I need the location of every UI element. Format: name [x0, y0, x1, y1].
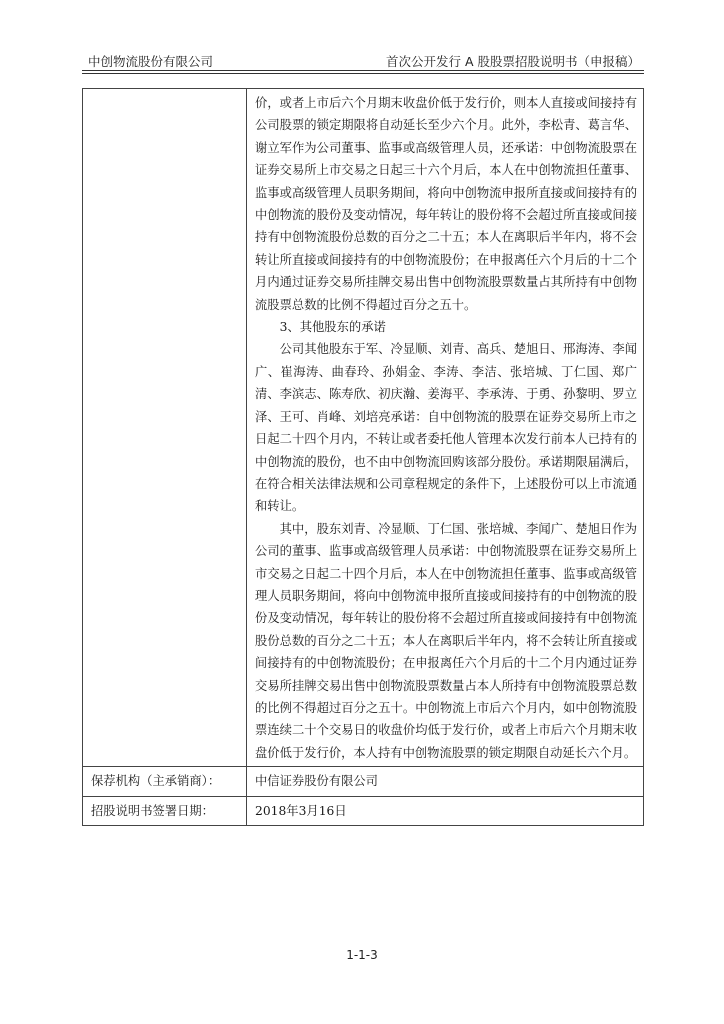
- page-header: [82, 48, 644, 70]
- page-number: 1-1-3: [346, 948, 378, 962]
- empty-label-cell: [83, 89, 247, 767]
- signing-date-value: 2018年3月16日: [247, 796, 644, 825]
- section-heading: 3、其他股东的承诺: [279, 320, 386, 335]
- header-rule: [82, 70, 644, 71]
- signing-date-row: [83, 796, 644, 825]
- commitment-text-cell: [247, 89, 644, 767]
- document-title: 首次公开发行 A 股股票招股说明书（申报稿）: [386, 54, 640, 69]
- commitment-paragraph: 公司其他股东于军、冷显顺、刘青、高兵、楚旭日、邢海涛、李闻广、崔海涛、曲春玲、孙娟金、李涛、李洁、张培城、丁仁国、郑广清、李滨志、陈寿欣、初庆瀚、姜海平、李承涛、于勇、孙黎明、罗立泽、王可、肖峰、刘培亮承诺：自中创物流的股票在证券交易所上市之日起二十四个月内，不转让或者委托他人管理本次发行前本人已持有的中创物流的股份，也不由中创物流回购该部分股份。承诺期限届满后，在符合相关法律法规和公司章程规定的条件下，上述股份可以上市流通和转让。: [255, 342, 637, 514]
- commitment-paragraph: 价，或者上市后六个月期末收盘价低于发行价，则本人直接或间接持有公司股票的锁定期限将自动延长至少六个月。此外，李松青、葛言华、谢立军作为公司董事、监事或高级管理人员，还承诺：中创物流股票在证券交易所上市交易之日起三十六个月后，本人在中创物流担任董事、监事或高级管理人员职务期间，将向中创物流申报所直接或间接持有的中创物流的股份及变动情况，每年转让的股份将不会超过所直接或间接持有中创物流股份总数的百分之二十五；本人在离职后半年内，将不会转让所直接或间接持有的中创物流股份；在申报离任六个月后的十二个月内通过证券交易所挂牌交易出售中创物流股票数量占其所持有中创物流股票总数的比例不得超过百分之五十。: [255, 96, 637, 312]
- company-name: 中创物流股份有限公司: [88, 54, 214, 69]
- sponsor-label: 保荐机构（主承销商）：: [83, 767, 247, 796]
- sponsor-row: [83, 767, 644, 796]
- commitment-row: [83, 89, 644, 767]
- sponsor-value: 中信证券股份有限公司: [247, 767, 644, 796]
- header-rule-thin: [82, 73, 644, 74]
- commitment-paragraph: 其中，股东刘青、冷显顺、丁仁国、张培城、李闻广、楚旭日作为公司的董事、监事或高级管理人员承诺：中创物流股票在证券交易所上市交易之日起二十四个月后，本人在中创物流担任董事、监事或高级管理人员职务期间，将向中创物流申报所直接或间接持有的中创物流的股份及变动情况，每年转让的股份将不会超过所直接或间接持有中创物流股份总数的百分之二十五；本人在离职后半年内，将不会转让所直接或间接持有的中创物流股份；在申报离任六个月后的十二个月内通过证券交易所挂牌交易出售中创物流股票数量占本人所持有中创物流股票总数的比例不得超过百分之五十。中创物流上市后六个月内，如中创物流股票连续二十个交易日的收盘价均低于发行价，或者上市后六个月期末收盘价低于发行价，本人持有中创物流股票的锁定期限自动延长六个月。: [255, 521, 637, 760]
- signing-date-label: 招股说明书签署日期：: [83, 796, 247, 825]
- info-table: [82, 88, 644, 826]
